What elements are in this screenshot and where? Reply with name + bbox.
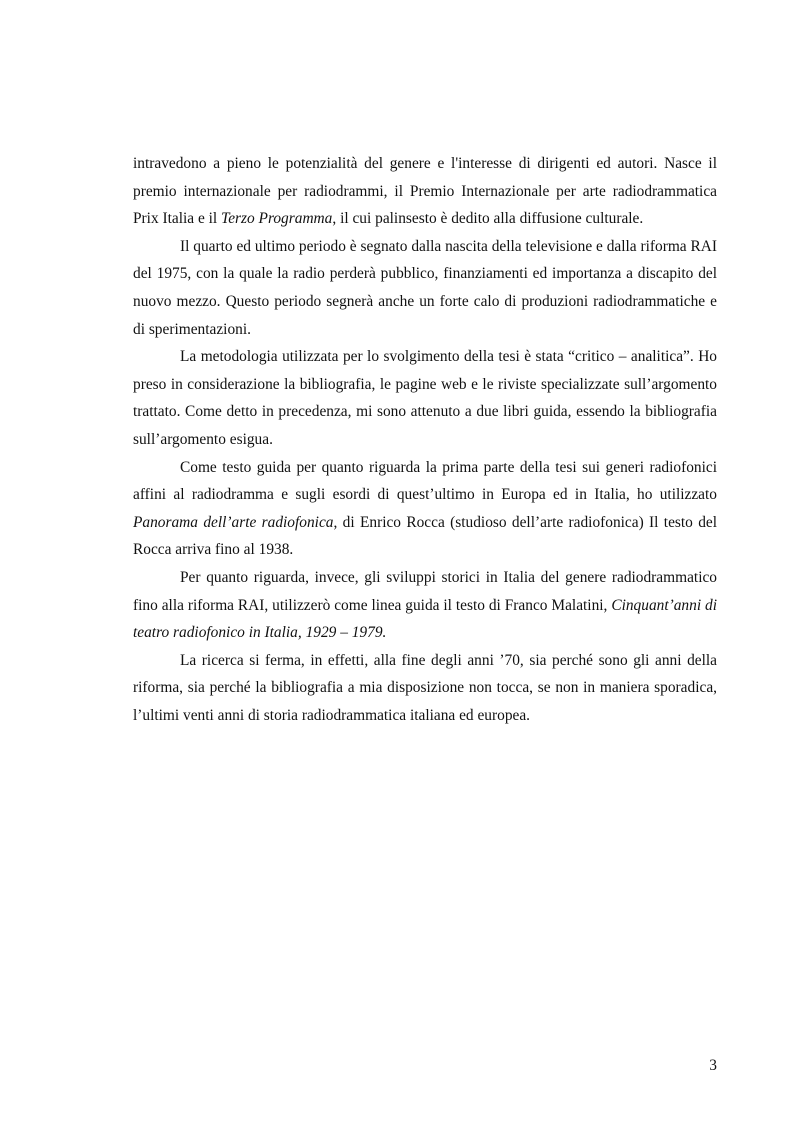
paragraph bbox=[133, 454, 717, 564]
italic-title-text: Panorama dell’arte radiofonica bbox=[133, 513, 334, 531]
text-segment: La ricerca si ferma, in effetti, alla fine degli anni ’70, sia perché sono gli anni della riforma, sia perché la bibliografia a mia disposizione non tocca, se non in maniera sporadica, l’ultimi venti anni di storia radiodrammatica italiana ed europea. bbox=[133, 651, 717, 724]
paragraph bbox=[133, 150, 717, 233]
text-segment: Come testo guida per quanto riguarda la prima parte della tesi sui generi radiofonici affini al radiodramma e sugli esordi di quest’ultimo in Europa ed in Italia, ho utilizzato bbox=[133, 458, 717, 504]
paragraph bbox=[133, 343, 717, 453]
paragraph bbox=[133, 233, 717, 343]
body-text bbox=[133, 150, 717, 729]
italic-title-text: Cinquant’anni di teatro radiofonico in Italia, 1929 – 1979. bbox=[133, 596, 717, 642]
paragraph bbox=[133, 564, 717, 647]
italic-title-text: Terzo Programma bbox=[221, 210, 333, 228]
text-segment: Il quarto ed ultimo periodo è segnato dalla nascita della televisione e dalla riforma RAI del 1975, con la quale la radio perderà pubblico, finanziamenti ed importanza a discapito del nuovo mezzo. Questo periodo segnerà anche un forte calo di produzioni radiodrammatiche e di sperimentazioni. bbox=[133, 237, 717, 338]
text-segment: , di Enrico Rocca (studioso dell’arte radiofonica) Il testo del Rocca arriva fino al 1938. bbox=[133, 513, 717, 559]
text-segment: La metodologia utilizzata per lo svolgimento della tesi è stata “critico – analitica”. Ho preso in considerazione la bibliografia, le pagine web e le riviste specializzate sull’argomento trattato. Come detto in precedenza, mi sono attenuto a due libri guida, essendo la bibliografia sull’argomento esigua. bbox=[133, 348, 717, 448]
page-number: 3 bbox=[709, 1057, 717, 1074]
paragraph bbox=[133, 647, 717, 730]
text-segment: intravedono a pieno le potenzialità del genere e l'interesse di dirigenti ed autori. Nasce il premio internazionale per radiodrammi, il Premio Internazionale per arte radiodrammatica Prix Italia e il bbox=[133, 155, 717, 228]
text-segment: , il cui palinsesto è dedito alla diffusione culturale. bbox=[332, 210, 644, 228]
text-segment: Per quanto riguarda, invece, gli sviluppi storici in Italia del genere radiodrammatico fino alla riforma RAI, utilizzerò come linea guida il testo di Franco Malatini, bbox=[133, 568, 717, 614]
